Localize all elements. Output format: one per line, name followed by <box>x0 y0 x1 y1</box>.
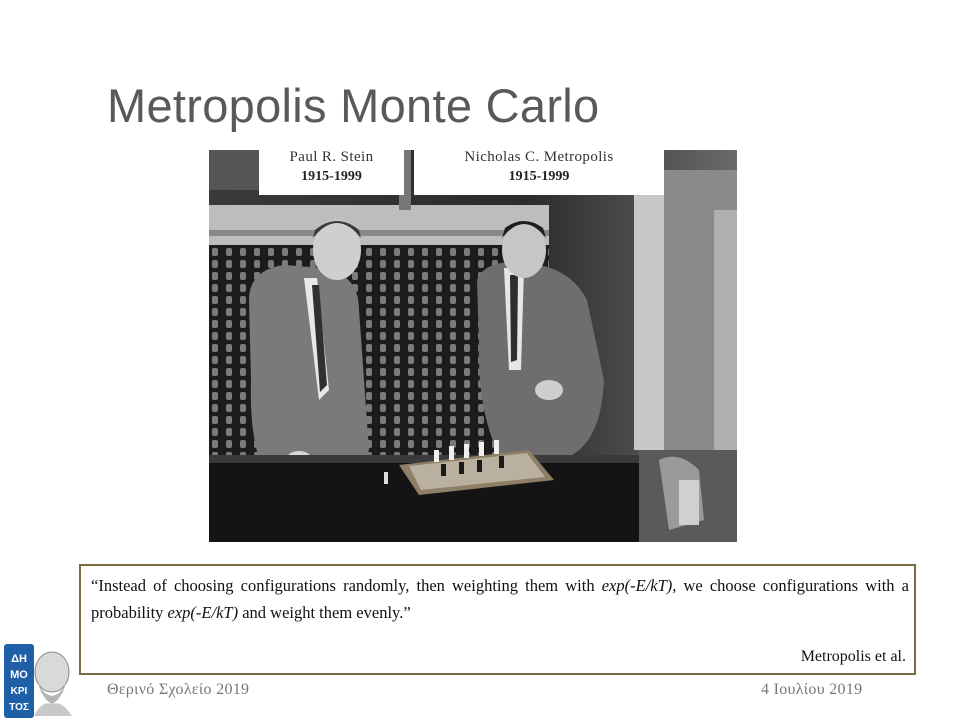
quote-text <box>91 572 909 626</box>
logo-letters: ΤΟΣ <box>9 702 29 713</box>
quote-part-3: and weight them evenly.” <box>238 603 411 622</box>
quote-part-1: “Instead of choosing configurations randomly, then weighting them with <box>91 576 602 595</box>
formula-exp: exp(-E/kT) <box>167 603 239 622</box>
caption-years: 1915-1999 <box>301 169 362 184</box>
caption-name: Nicholas C. Metropolis <box>464 150 614 165</box>
caption-metropolis <box>414 150 664 195</box>
caption-stein <box>259 150 404 195</box>
caption-name: Paul R. Stein <box>289 150 374 165</box>
historical-photo <box>209 150 737 542</box>
caption-years: 1915-1999 <box>508 169 570 184</box>
logo-letters: ΚΡΙ <box>10 686 28 697</box>
footer-event: Θερινό Σχολείο 2019 <box>107 681 250 698</box>
quote-box <box>79 564 916 675</box>
logo-letters: ΜΟ <box>10 669 28 681</box>
democritus-logo <box>0 638 76 720</box>
footer-date: 4 Ιουλίου 2019 <box>761 681 863 698</box>
photo-illustration <box>209 150 737 542</box>
logo-letters: ΔΗ <box>11 653 27 665</box>
quote-attribution: Metropolis et al. <box>800 648 906 665</box>
slide-title: Metropolis Monte Carlo <box>107 79 600 132</box>
quote-part-2: , we choose configurations with a probability <box>91 576 909 622</box>
formula-exp: exp(-E/kT) <box>601 576 673 595</box>
